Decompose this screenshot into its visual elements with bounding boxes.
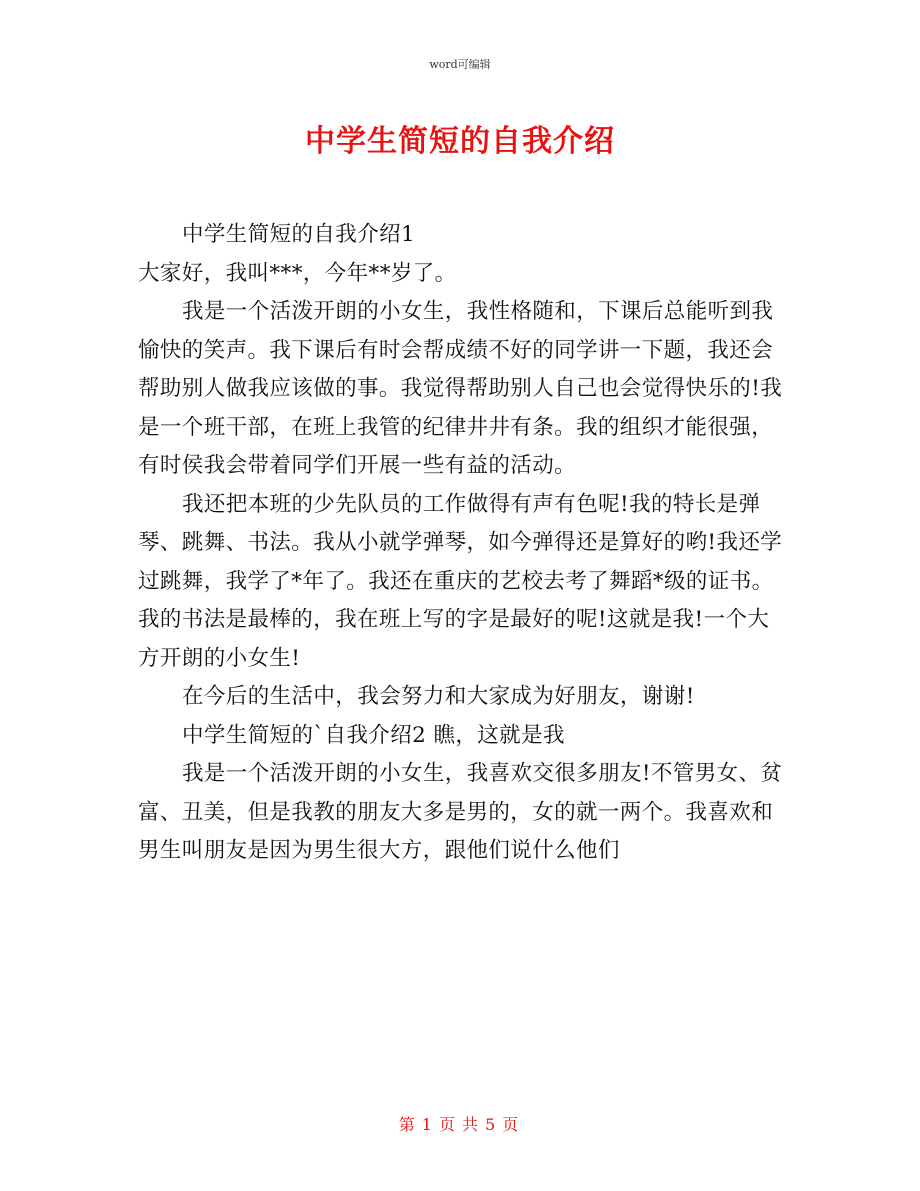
footer-page-number: 1 <box>421 1115 435 1134</box>
document-title: 中学生简短的自我介绍 <box>305 124 615 159</box>
footer-total-pages: 5 <box>485 1115 499 1134</box>
page-footer <box>0 1112 920 1135</box>
paragraph-heading-2: 中学生简短的`自我介绍2 瞧，这就是我 <box>182 722 565 748</box>
paragraph-greeting: 大家好，我叫***，今年**岁了。 <box>138 260 457 286</box>
paragraph-friends: 我是一个活泼开朗的小女生，我喜欢交很多朋友!不管男女、贫富、丑美，但是我教的朋友大多是男的，女的就一两个。我喜欢和男生叫朋友是因为男生很大方，跟他们说什么他们 <box>138 761 783 863</box>
footer-label-total: 共 <box>462 1115 482 1134</box>
header-note: word可编辑 <box>429 58 491 71</box>
paragraph-closing: 在今后的生活中，我会努力和大家成为好朋友，谢谢! <box>182 684 695 709</box>
paragraph-talents: 我还把本班的少先队员的工作做得有声有色呢!我的特长是弹琴、跳舞、书法。我从小就学弹琴，如今弹得还是算好的哟!我还学过跳舞，我学了*年了。我还在重庆的艺校去考了舞蹈*级的证书。我的书法是最棒的，我在班上写的字是最好的呢!这就是我!一个大方开朗的小女生! <box>138 491 783 671</box>
footer-label-page: 第 <box>398 1115 418 1134</box>
footer-label-page-unit: 页 <box>438 1115 458 1134</box>
paragraph-personality: 我是一个活泼开朗的小女生，我性格随和，下课后总能听到我愉快的笑声。我下课后有时会帮成绩不好的同学讲一下题，我还会帮助别人做我应该做的事。我觉得帮助别人自己也会觉得快乐的!我是一个班干部，在班上我管的纪律井井有条。我的组织才能很强，有时侯我会带着同学们开展一些有益的活动。 <box>138 299 783 478</box>
footer-label-total-unit: 页 <box>502 1115 522 1134</box>
paragraph-heading-1: 中学生简短的自我介绍1 <box>182 222 416 247</box>
document-body <box>138 216 788 871</box>
